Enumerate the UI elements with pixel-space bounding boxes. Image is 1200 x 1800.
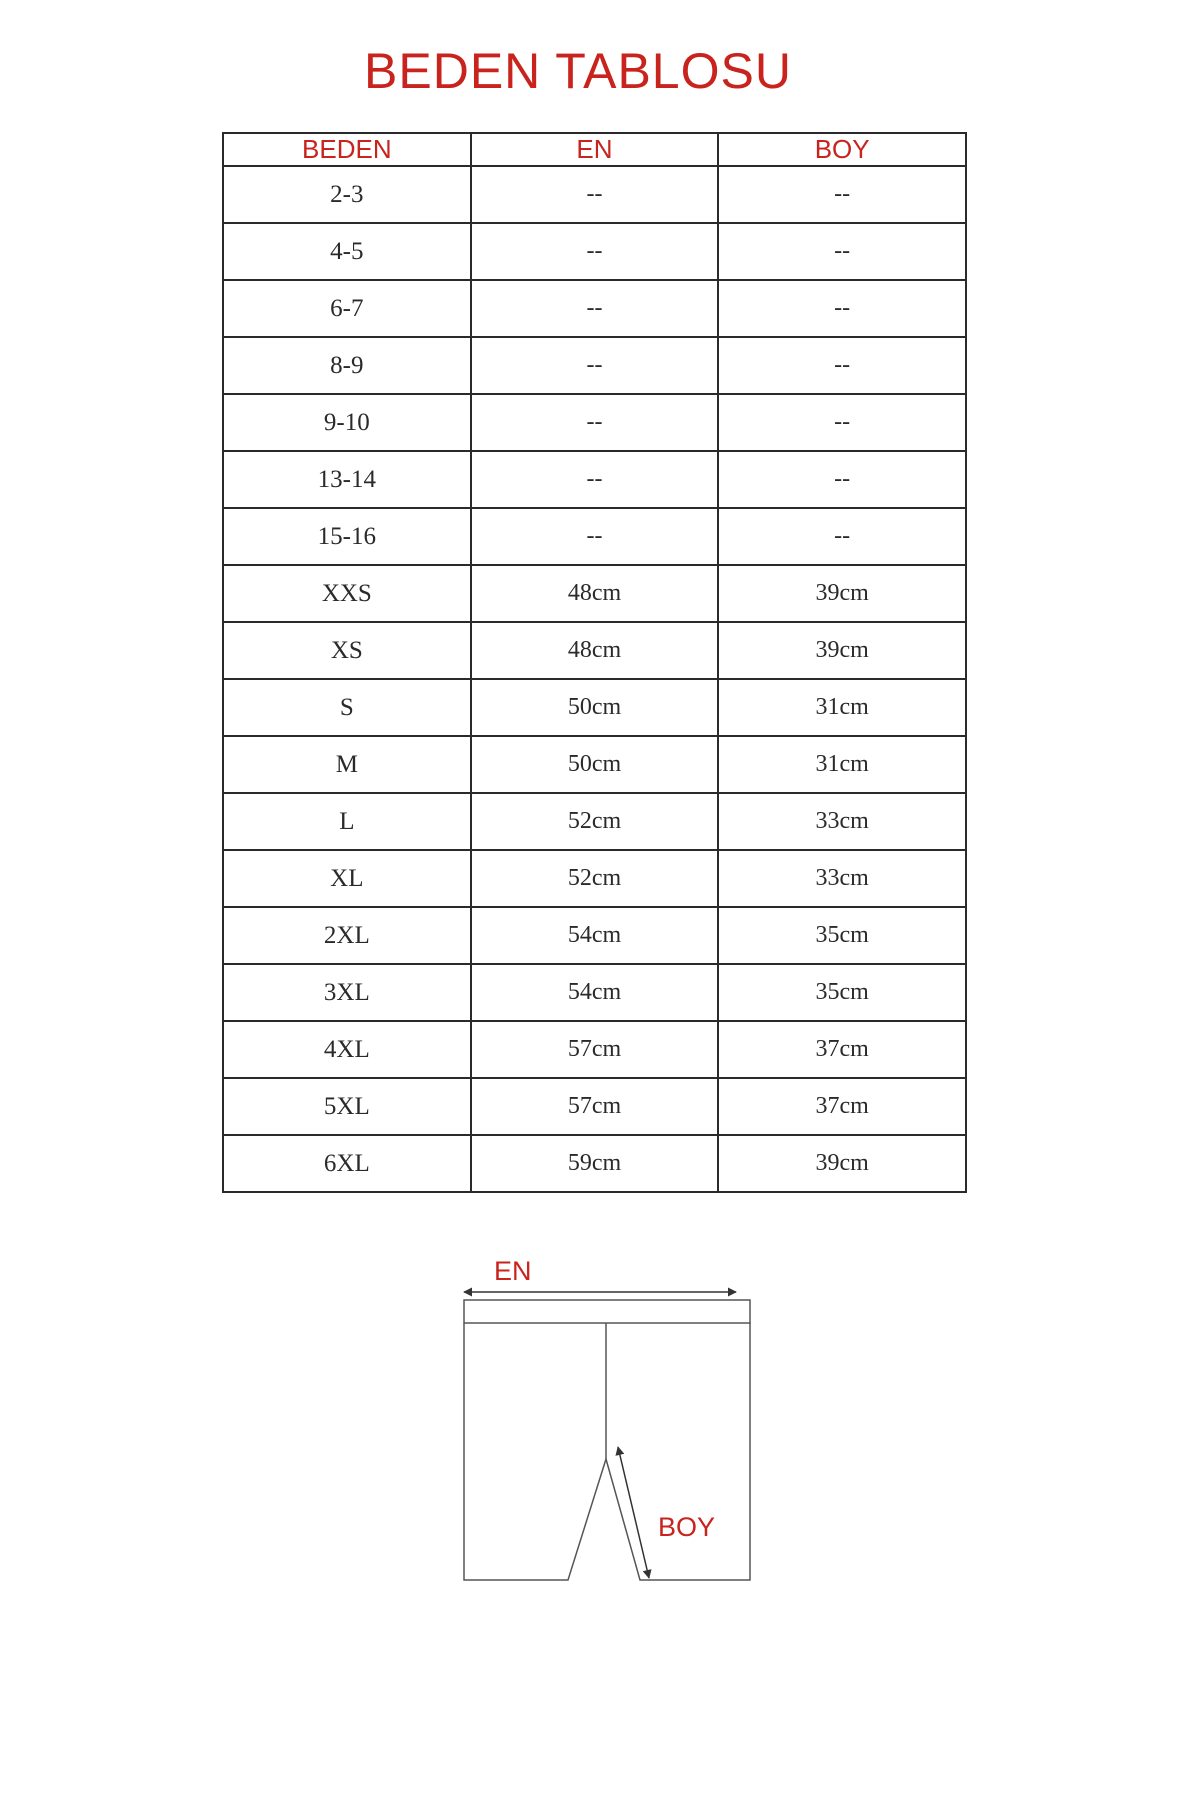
size-cell: 13-14 — [223, 451, 471, 508]
table-row — [223, 565, 966, 622]
length-cell: -- — [718, 280, 966, 337]
table-body — [223, 166, 966, 1192]
table-row — [223, 280, 966, 337]
size-cell: 8-9 — [223, 337, 471, 394]
table-row — [223, 622, 966, 679]
length-cell: -- — [718, 451, 966, 508]
table-row — [223, 166, 966, 223]
size-cell: L — [223, 793, 471, 850]
size-cell: 2-3 — [223, 166, 471, 223]
table-row — [223, 907, 966, 964]
length-cell: 35cm — [718, 907, 966, 964]
waistband-outline — [464, 1300, 750, 1323]
table-row — [223, 1078, 966, 1135]
size-cell: XL — [223, 850, 471, 907]
table-row — [223, 679, 966, 736]
table-row — [223, 964, 966, 1021]
length-cell: -- — [718, 394, 966, 451]
size-cell: XXS — [223, 565, 471, 622]
length-cell: 33cm — [718, 850, 966, 907]
length-cell: 39cm — [718, 1135, 966, 1192]
size-cell: M — [223, 736, 471, 793]
width-cell: 57cm — [471, 1021, 719, 1078]
length-cell: 31cm — [718, 736, 966, 793]
table-header-row — [223, 133, 966, 166]
size-cell: 4-5 — [223, 223, 471, 280]
width-cell: 48cm — [471, 622, 719, 679]
table-row — [223, 223, 966, 280]
table-row — [223, 508, 966, 565]
width-cell: -- — [471, 166, 719, 223]
header-width: EN — [471, 133, 719, 166]
width-cell: -- — [471, 451, 719, 508]
size-cell: 9-10 — [223, 394, 471, 451]
width-cell: -- — [471, 337, 719, 394]
width-cell: 52cm — [471, 793, 719, 850]
length-label: BOY — [658, 1512, 716, 1542]
width-cell: 52cm — [471, 850, 719, 907]
width-cell: 54cm — [471, 907, 719, 964]
length-cell: 33cm — [718, 793, 966, 850]
length-cell: -- — [718, 223, 966, 280]
table-row — [223, 451, 966, 508]
table-row — [223, 736, 966, 793]
size-cell: 15-16 — [223, 508, 471, 565]
table-row — [223, 850, 966, 907]
size-cell: S — [223, 679, 471, 736]
length-cell: 31cm — [718, 679, 966, 736]
width-cell: -- — [471, 280, 719, 337]
width-cell: 50cm — [471, 679, 719, 736]
size-cell: 3XL — [223, 964, 471, 1021]
width-cell: -- — [471, 394, 719, 451]
table-row — [223, 793, 966, 850]
length-cell: -- — [718, 337, 966, 394]
length-cell: 39cm — [718, 565, 966, 622]
width-cell: 54cm — [471, 964, 719, 1021]
length-cell: -- — [718, 166, 966, 223]
width-cell: 59cm — [471, 1135, 719, 1192]
size-cell: 6-7 — [223, 280, 471, 337]
width-cell: -- — [471, 223, 719, 280]
width-cell: -- — [471, 508, 719, 565]
size-table — [222, 132, 967, 1193]
table-row — [223, 337, 966, 394]
size-cell: 6XL — [223, 1135, 471, 1192]
length-cell: 39cm — [718, 622, 966, 679]
shorts-measurement-diagram — [440, 1250, 780, 1590]
header-size: BEDEN — [223, 133, 471, 166]
table-row — [223, 394, 966, 451]
header-length: BOY — [718, 133, 966, 166]
width-label: EN — [494, 1256, 532, 1286]
width-cell: 50cm — [471, 736, 719, 793]
length-cell: -- — [718, 508, 966, 565]
length-cell: 37cm — [718, 1021, 966, 1078]
width-cell: 48cm — [471, 565, 719, 622]
size-cell: XS — [223, 622, 471, 679]
size-cell: 4XL — [223, 1021, 471, 1078]
size-cell: 5XL — [223, 1078, 471, 1135]
page-title: BEDEN TABLOSU — [364, 43, 792, 99]
table-row — [223, 1135, 966, 1192]
width-cell: 57cm — [471, 1078, 719, 1135]
length-cell: 37cm — [718, 1078, 966, 1135]
table-row — [223, 1021, 966, 1078]
length-cell: 35cm — [718, 964, 966, 1021]
size-cell: 2XL — [223, 907, 471, 964]
